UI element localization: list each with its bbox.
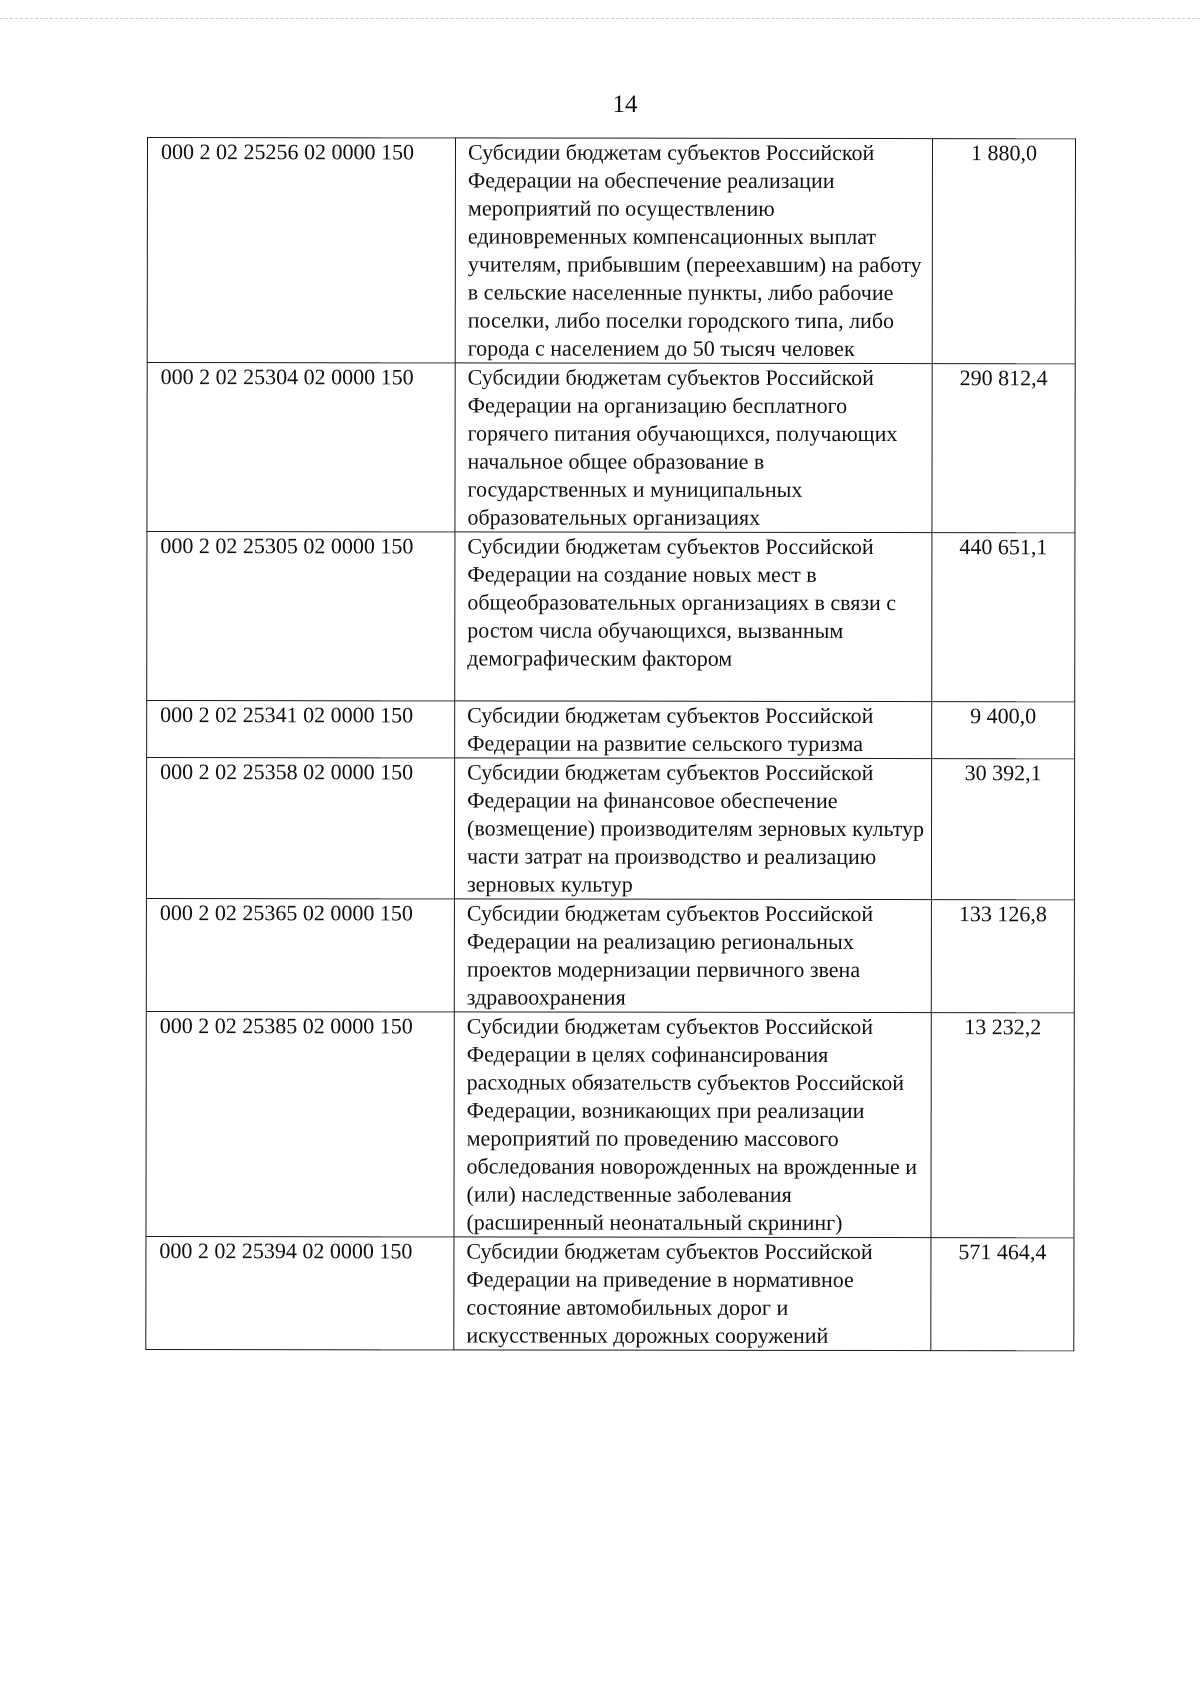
page-number: 14 — [612, 91, 638, 118]
description-cell: Субсидии бюджетам субъектов Российской Федерации на развитие сельского туризма — [455, 701, 932, 759]
description-cell: Субсидии бюджетам субъектов Российской Федерации на обеспечение реализации мероприятий по осуществлению единовременных компенсационных выплат учителям, прибывшим (переехавшим) на работу в сельские населенные пункты, либо рабочие поселки, либо поселки городского типа, либо города с населением до 50 тысяч человек — [455, 138, 932, 364]
budget-code-cell: 000 2 02 25358 02 0000 150 — [146, 758, 454, 899]
scan-artifact-line — [0, 18, 1200, 23]
budget-revenue-table — [145, 137, 1076, 1351]
amount-cell: 1 880,0 — [932, 139, 1075, 364]
description-cell: Субсидии бюджетам субъектов Российской Федерации на приведение в нормативное состояние автомобильных дорог и искусственных дорожных сооружений — [454, 1237, 931, 1351]
budget-code-cell: 000 2 02 25385 02 0000 150 — [146, 1011, 454, 1236]
amount-cell: 30 392,1 — [931, 759, 1074, 900]
table-row — [146, 898, 1074, 1012]
description-text: Субсидии бюджетам субъектов Российской Федерации на создание новых мест в общеобразовательных организациях в связи с ростом числа обучающихся, вызванным демографическим фактором — [467, 533, 897, 671]
budget-code-cell: 000 2 02 25341 02 0000 150 — [147, 701, 455, 758]
budget-code-cell: 000 2 02 25394 02 0000 150 — [146, 1236, 454, 1349]
description-cell: Субсидии бюджетам субъектов Российской Федерации на реализацию региональных проектов модернизации первичного звена здравоохранения — [454, 899, 931, 1013]
budget-code-cell: 000 2 02 25305 02 0000 150 — [147, 532, 455, 701]
description-cell: Субсидии бюджетам субъектов Российской Федерации на организацию бесплатного горячего питания обучающихся, получающих начальное общее образование в государственных и муниципальных образовательных организациях — [455, 363, 932, 533]
table-row — [146, 1011, 1074, 1237]
amount-cell: 440 651,1 — [932, 533, 1075, 702]
description-cell: Субсидии бюджетам субъектов Российской Федерации на финансовое обеспечение (возмещение) производителям зерновых культур части затрат на производство и реализацию зерновых культур — [454, 758, 931, 900]
amount-cell: 290 812,4 — [932, 364, 1075, 533]
amount-cell: 133 126,8 — [931, 900, 1074, 1013]
amount-cell: 9 400,0 — [932, 702, 1075, 759]
table-row — [146, 1236, 1074, 1350]
table-row — [147, 363, 1075, 533]
budget-code-cell: 000 2 02 25256 02 0000 150 — [147, 138, 455, 363]
amount-cell: 571 464,4 — [931, 1238, 1074, 1351]
amount-cell: 13 232,2 — [931, 1013, 1074, 1238]
cell-spacer — [467, 672, 927, 701]
budget-code-cell: 000 2 02 25304 02 0000 150 — [147, 363, 455, 532]
table-row — [146, 758, 1074, 900]
description-cell — [455, 532, 932, 702]
description-cell: Субсидии бюджетам субъектов Российской Федерации в целях софинансирования расходных обязательств субъектов Российской Федерации, возникающих при реализации мероприятий по проведению массового обследования новорожденных на врожденные и (или) наследственные заболевания (расширенный неонатальный скрининг) — [454, 1012, 931, 1238]
table-row — [147, 701, 1075, 759]
table-row — [147, 138, 1075, 364]
budget-code-cell: 000 2 02 25365 02 0000 150 — [146, 898, 454, 1011]
table-row — [147, 532, 1075, 702]
